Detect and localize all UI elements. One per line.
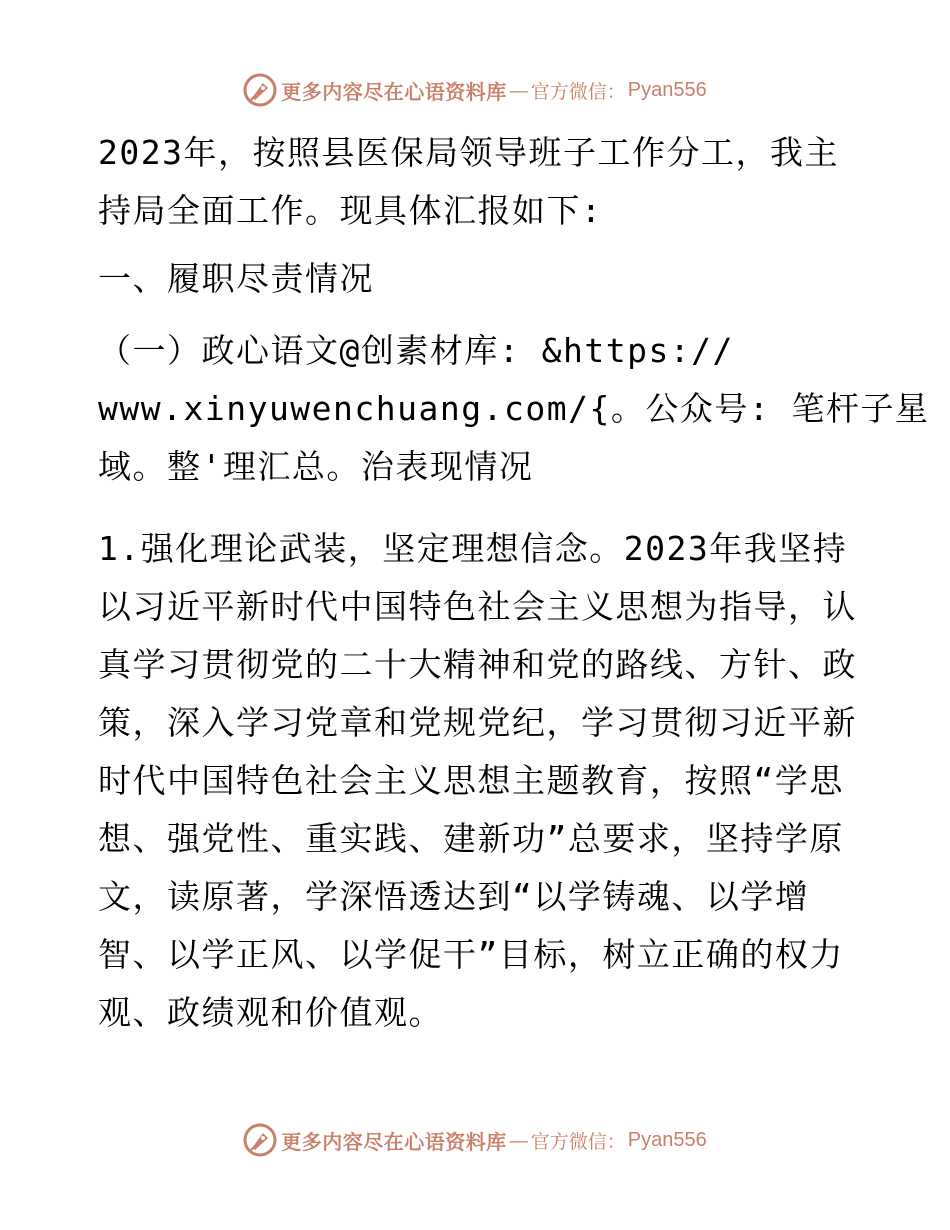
text-line: 以习近平新时代中国特色社会主义思想为指导，认 — [98, 587, 857, 626]
banner-wechat-id: Pyan556 — [627, 78, 707, 101]
text-line: 2023年，按照县医保局领导班子工作分工，我主 — [98, 133, 839, 172]
pen-nib-logo-icon — [243, 1123, 277, 1157]
header-banner — [0, 68, 950, 112]
footer-banner — [0, 1118, 950, 1162]
paragraph-intro — [98, 124, 858, 240]
text-line: （一）政心语文@创素材库: &https:// — [98, 331, 734, 370]
banner-text: 更多内容尽在心语资料库 — [281, 79, 507, 104]
text-line: 智、以学正风、以学促干”目标，树立正确的权力 — [98, 935, 844, 974]
subsection-heading — [98, 322, 930, 496]
pen-nib-logo-icon — [243, 73, 277, 107]
text-line: 想、强党性、重实践、建新功”总要求，坚持学原 — [98, 819, 844, 858]
text-line: 域。整'理汇总。治表现情况 — [98, 447, 534, 486]
banner-text: 更多内容尽在心语资料库 — [281, 1129, 507, 1154]
banner-wechat-id: Pyan556 — [627, 1128, 707, 1151]
paragraph-theory — [98, 520, 858, 1042]
text-line: 文，读原著，学深悟透达到“以学铸魂、以学增 — [98, 877, 810, 916]
banner-wechat-label: 官方微信： — [530, 80, 626, 103]
text-line: 一、履职尽责情况 — [98, 259, 374, 298]
banner-separator: — — [508, 78, 529, 102]
text-line: 持局全面工作。现具体汇报如下: — [98, 191, 603, 230]
banner-wechat-label: 官方微信： — [530, 1130, 626, 1153]
text-line: 策，深入学习党章和党规党纪，学习贯彻习近平新 — [98, 703, 857, 742]
text-line: 1.强化理论武装，坚定理想信念。2023年我坚持 — [98, 529, 848, 568]
text-line: 真学习贯彻党的二十大精神和党的路线、方针、政 — [98, 645, 857, 684]
banner-separator: — — [508, 1128, 529, 1152]
text-line: 观、政绩观和价值观。 — [98, 993, 443, 1032]
text-line: 时代中国特色社会主义思想主题教育，按照“学思 — [98, 761, 844, 800]
text-line: www.xinyuwenchuang.com/{。公众号: 笔杆子星 — [98, 389, 930, 428]
section-heading — [98, 250, 858, 308]
